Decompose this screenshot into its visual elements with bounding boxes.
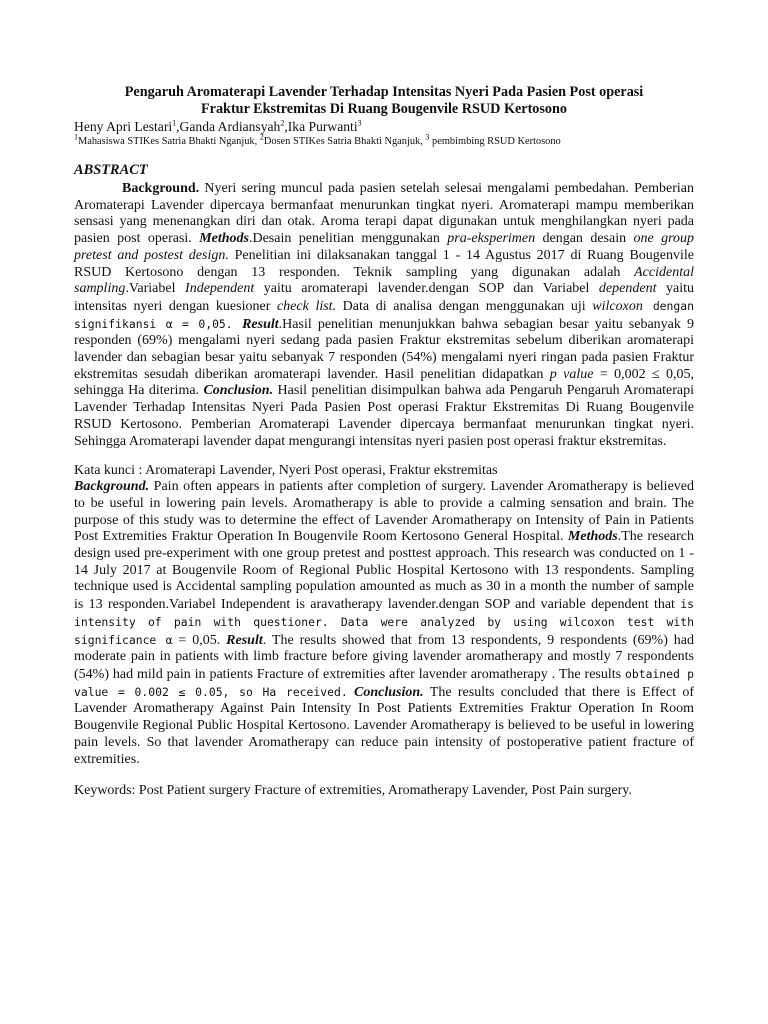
kata-kunci: Kata kunci : Aromaterapi Lavender, Nyeri Post operasi, Fraktur ekstremitas <box>74 463 498 479</box>
en-text: . The results showed that from 13 respondents, 9 respondents (69%) had moderate pain in patients with limb fracture before giving lavender aromatherapy and mostly 7 respondents (54%) had mild pain in patients Fracture of extremities after lavender aromatherapy . The results <box>74 632 694 682</box>
author-3-sup: 3 <box>357 118 362 128</box>
affil-3: pembimbing RSUD Kertosono <box>429 136 561 147</box>
en-text: .The research design used pre-experiment with one group pretest and posttest approach. This research was conducted on 1 - 14 July 2017 at Bougenvile Room of Regional Public Hospital Kertosono with 13 respondents. Sampling technique used is Accidental sampling population amounted as much as 30 in a month the number of sample is 13 responden.Variabel Independent is aravatherapy lavender.dengan SOP and variable dependent that <box>74 529 695 613</box>
id-conclusion-label: Conclusion. <box>203 383 274 399</box>
en-mono-text: obtained p value = 0.002 ≤ 0.05, so Ha received. <box>74 666 694 699</box>
affil-3-sup: 3 <box>425 132 430 142</box>
en-text: The results concluded that there is Effect of Lavender Aromatherapy Against Pain Intensity In Post Patients Extremities Fraktur Operation In Room Bougenvile Regional Public Hospital Kertosono. Lavender Aromatherapy is believed to be useful in lowering pain levels. So that lavender Aromatherapy can reduce pain intensity of postoperative patient fracture of extremities. <box>74 684 694 767</box>
id-italic: pra-eksperimen <box>447 231 536 247</box>
author-2: ,Ganda Ardiansyah <box>176 119 281 134</box>
id-text: .Variabel <box>125 281 186 297</box>
en-background-label: Background. <box>74 479 150 495</box>
author-1-sup: 1 <box>172 118 177 128</box>
id-italic: one group pretest and postest design. <box>74 231 694 263</box>
affiliations <box>74 132 694 148</box>
title-line-2: Fraktur Ekstremitas Di Ruang Bougenvile RSUD Kertosono <box>201 101 567 117</box>
id-text: .Desain penelitian menggunakan <box>248 231 448 247</box>
id-text: = 0,002 ≤ 0,05, sehingga Ha diterima. <box>74 366 694 399</box>
author-list <box>74 118 694 135</box>
id-result-label: Result <box>242 316 279 332</box>
paper-title <box>74 84 694 118</box>
id-text: yaitu intensitas nyeri dengan kuesioner <box>74 281 694 314</box>
id-text: .Hasil penelitian menunjukkan bahwa sebagian besar yaitu sebanyak 9 responden (69%) mengalami nyeri sedang pada pasien Fraktur ekstremitas sebelum diberikan aromaterapi lavender dan sebagian besar yaitu sebanyak 7 responden (54%) mengalami nyeri ringan pada pasien Fraktur ekstremitas sesudah diberikan aromaterapi lavender. Hasil penelitian didapatkan <box>74 316 694 382</box>
title-line-1: Pengaruh Aromaterapi Lavender Terhadap Intensitas Nyeri Pada Pasien Post operasi <box>124 84 644 100</box>
abstract-heading: ABSTRACT <box>74 162 148 178</box>
id-italic: wilcoxon <box>592 298 643 314</box>
en-result-label: Result <box>226 632 263 648</box>
id-text: yaitu aromaterapi lavender.dengan SOP dan Variabel <box>254 281 599 297</box>
id-text: dengan desain <box>535 231 634 247</box>
en-text: Pain often appears in patients after completion of surgery. Lavender Aromatherapy is believed to be useful in lowering pain levels. Aromatherapy is able to provide a calming sensation and brain. The purpose of this study was to determine the effect of Lavender Aromatherapy on Intensity of Pain in Patients Post Extremities Fraktur Operation In Bougenvile Room Kertosono General Hospital. <box>74 479 694 545</box>
affil-1: Mahasiswa STIKes Satria Bhakti Nganjuk, <box>78 136 260 147</box>
id-text: Nyeri sering muncul pada pasien setelah selesai mengalami pembedahan. Pemberian Aromaterapi Lavender dipercaya bermanfaat menurunkan tingkat nyeri. Aromaterapi mampu memberikan sensasi yang menenangkan diri dan otak. Aroma terapi dapat digunakan untuk menghilangkan nyeri pada pasien post operasi. <box>74 181 694 247</box>
en-conclusion-label: Conclusion. <box>354 684 424 700</box>
en-mono-text: is intensity of pain with questioner. Data were analyzed by using wilcoxon test with significance α <box>74 597 694 647</box>
id-text: Penelitian ini dilaksanakan tanggal 1 - 14 Agustus 2017 di Ruang Bougenvile RSUD Kertosono dengan 13 responden. Teknik sampling yang digunakan adalah <box>74 247 695 280</box>
abstract-indonesian <box>74 181 694 450</box>
author-2-sup: 2 <box>280 118 285 128</box>
id-italic: Independent <box>185 281 255 297</box>
author-1: Heny Apri Lestari <box>74 119 173 134</box>
en-text: = 0,05. <box>172 632 227 648</box>
id-italic: dependent <box>598 281 657 297</box>
author-3: ,Ika Purwanti <box>284 119 358 134</box>
affil-2-sup: 2 <box>259 132 264 142</box>
affil-2: Dosen STIKes Satria Bhakti Nganjuk, <box>263 136 426 147</box>
id-text: Data di analisa dengan menggunakan uji <box>336 298 593 314</box>
affil-1-sup: 1 <box>74 132 78 142</box>
id-italic: Accidental sampling <box>74 264 694 297</box>
en-methods-label: Methods <box>567 529 618 545</box>
keywords: Keywords: Post Patient surgery Fracture of extremities, Aromatherapy Lavender, Post Pain surgery. <box>74 783 632 799</box>
abstract-english <box>74 479 694 768</box>
id-italic: p value <box>549 366 594 382</box>
id-mono-text: dengan signifikansi α = 0,05. <box>74 298 694 331</box>
id-italic: check list. <box>276 298 337 314</box>
id-text: Hasil penelitian disimpulkan bahwa ada Pengaruh Pengaruh Aromaterapi Lavender Terhadap Intensitas Nyeri Pada Pasien Post operasi Fraktur Ekstremitas Di Ruang Bougenvile RSUD Kertosono. Pemberian Aromaterapi Lavender dipercaya bermanfaat menurunkan tingkat nyeri. Sehingga Aromaterapi lavender dapat mengurangi intensitas nyeri pasien post operasi fraktur ekstremitas. <box>74 383 694 449</box>
id-background-label: Background. <box>122 181 200 196</box>
id-methods-label: Methods <box>199 231 249 247</box>
